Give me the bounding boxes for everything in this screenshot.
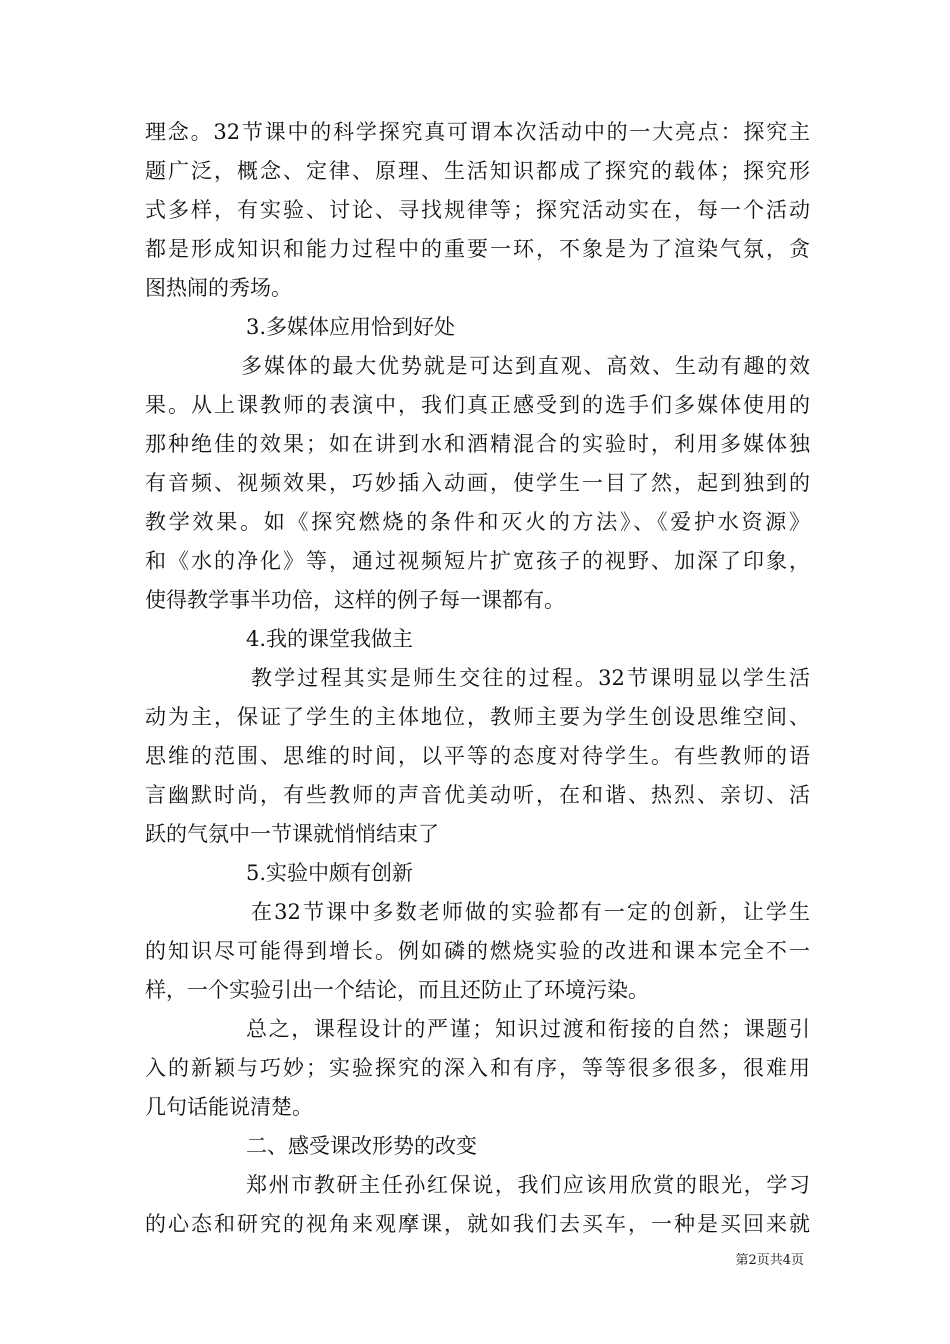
section-heading: 4.我的课堂我做主: [246, 627, 414, 651]
paragraph-line: 那种绝佳的效果；如在讲到水和酒精混合的实验时，利用多媒体独: [145, 432, 810, 456]
paragraph-line: 言幽默时尚，有些教师的声音优美动听，在和谐、热烈、亲切、活: [145, 783, 810, 807]
paragraph-line: 都是形成知识和能力过程中的重要一环，不象是为了渲染气氛，贪: [145, 237, 810, 261]
paragraph-line: 式多样，有实验、讨论、寻找规律等；探究活动实在，每一个活动: [145, 198, 810, 222]
paragraph-line: 题广泛，概念、定律、原理、生活知识都成了探究的载体；探究形: [145, 159, 810, 183]
paragraph-line: 思维的范围、思维的时间，以平等的态度对待学生。有些教师的语: [145, 744, 810, 768]
paragraph-line: 样，一个实验引出一个结论，而且还防止了环境污染。: [145, 978, 649, 1002]
page-number: 第2页共4页: [735, 1253, 804, 1268]
paragraph-line: 入的新颖与巧妙；实验探究的深入和有序，等等很多很多，很难用: [145, 1056, 810, 1080]
paragraph-line: 的知识尽可能得到增长。例如磷的燃烧实验的改进和课本完全不一: [145, 939, 810, 963]
paragraph-line: 果。从上课教师的表演中，我们真正感受到的选手们多媒体使用的: [145, 393, 810, 417]
paragraph-line: 图热闹的秀场。: [145, 276, 292, 300]
paragraph-line: 理念。32节课中的科学探究真可谓本次活动中的一大亮点：探究主: [145, 120, 810, 144]
paragraph-line: 郑州市教研主任孙红保说，我们应该用欣赏的眼光，学习: [246, 1173, 810, 1197]
paragraph-line: 跃的气氛中一节课就悄悄结束了: [145, 822, 439, 846]
paragraph-line: 动为主，保证了学生的主体地位，教师主要为学生创设思维空间、: [145, 705, 810, 729]
paragraph-line: 多媒体的最大优势就是可达到直观、高效、生动有趣的效: [241, 354, 810, 378]
paragraph-line: 几句话能说清楚。: [145, 1095, 313, 1119]
paragraph-line: 在32节课中多数老师做的实验都有一定的创新，让学生: [251, 900, 810, 924]
paragraph-line: 使得教学事半功倍，这样的例子每一课都有。: [145, 588, 565, 612]
paragraph-line: 教学效果。如《探究燃烧的条件和灭火的方法》、《爱护水资源》: [145, 510, 810, 534]
paragraph-line: 教学过程其实是师生交往的过程。32节课明显以学生活: [251, 666, 810, 690]
paragraph-line: 和《水的净化》等，通过视频短片扩宽孩子的视野、加深了印象，: [145, 549, 810, 573]
section-heading: 5.实验中颇有创新: [246, 861, 414, 885]
paragraph-line: 总之，课程设计的严谨；知识过渡和衔接的自然；课题引: [246, 1017, 810, 1041]
section-heading: 二、感受课改形势的改变: [246, 1134, 477, 1158]
paragraph-line: 有音频、视频效果，巧妙插入动画，使学生一目了然，起到独到的: [145, 471, 810, 495]
paragraph-line: 的心态和研究的视角来观摩课，就如我们去买车，一种是买回来就: [145, 1212, 810, 1236]
section-heading: 3.多媒体应用恰到好处: [246, 315, 456, 339]
